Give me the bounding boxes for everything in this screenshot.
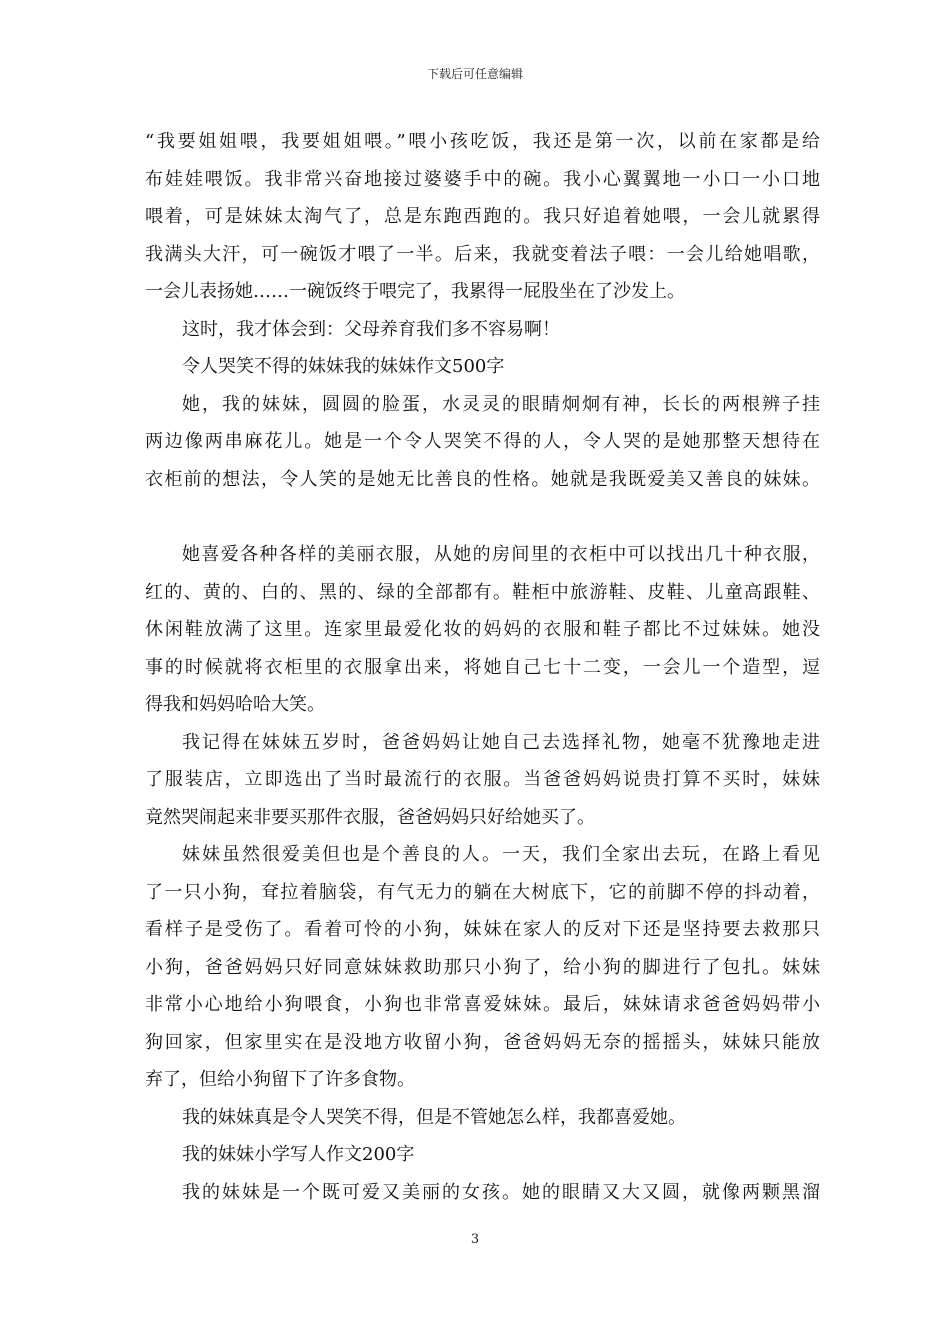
text-line: 狗回家，但家里实在是没地方收留小狗，爸爸妈妈无奈的摇摇头，妹妹只能放 bbox=[145, 1031, 820, 1053]
document-body bbox=[145, 123, 820, 1211]
text-line: 两边像两串麻花儿。她是一个令人哭笑不得的人，令人哭的是她那整天想待在 bbox=[145, 431, 820, 452]
text-line: 弃了，但给小狗留下了许多食物。 bbox=[145, 1069, 415, 1090]
text-line: 我记得在妹妹五岁时，爸爸妈妈让她自己去选择礼物，她毫不犹豫地走进 bbox=[182, 731, 820, 753]
paragraph bbox=[145, 311, 820, 349]
text-line: 非常小心地给小狗喂食，小狗也非常喜爱妹妹。最后，妹妹请求爸爸妈妈带小 bbox=[145, 994, 820, 1015]
paragraph bbox=[145, 386, 820, 499]
text-line: 事的时候就将衣柜里的衣服拿出来，将她自己七十二变，一会儿一个造型，逗 bbox=[145, 656, 820, 678]
text-line: “我要姐姐喂，我要姐姐喂。”喂小孩吃饭，我还是第一次，以前在家都是给 bbox=[145, 131, 820, 152]
paragraph bbox=[145, 724, 820, 837]
paragraph bbox=[145, 536, 820, 724]
page-header: 下载后可任意编辑 bbox=[426, 67, 523, 81]
text-line: 她喜爱各种各样的美丽衣服，从她的房间里的衣柜中可以找出几十种衣服， bbox=[182, 544, 820, 565]
text-line: 令人哭笑不得的妹妹我的妹妹作文500字 bbox=[182, 356, 505, 377]
text-line: 看样子是受伤了。看着可怜的小狗，妹妹在家人的反对下还是坚持要去救那只 bbox=[145, 919, 820, 940]
text-line: 一会儿表扬她……一碗饭终于喂完了，我累得一屁股坐在了沙发上。 bbox=[145, 281, 685, 302]
text-line: 了服装店，立即选出了当时最流行的衣服。当爸爸妈妈说贵打算不买时，妹妹 bbox=[145, 769, 820, 790]
text-line: 我的妹妹真是令人哭笑不得，但是不管她怎么样，我都喜爱她。 bbox=[182, 1106, 686, 1128]
paragraph-gap bbox=[145, 498, 820, 536]
text-line: 得我和妈妈哈哈大笑。 bbox=[145, 694, 325, 715]
text-line: 喂着，可是妹妹太淘气了，总是东跑西跑的。我只好追着她喂，一会儿就累得 bbox=[145, 206, 820, 227]
text-line: 布娃娃喂饭。我非常兴奋地接过婆婆手中的碗。我小心翼翼地一小口一小口地 bbox=[145, 168, 820, 190]
paragraph bbox=[145, 836, 820, 1099]
text-line: 红的、黄的、白的、黑的、绿的全部都有。鞋柜中旅游鞋、皮鞋、儿童高跟鞋、 bbox=[145, 581, 820, 603]
essay-title bbox=[145, 1136, 820, 1174]
text-line: 小狗，爸爸妈妈只好同意妹妹救助那只小狗了，给小狗的脚进行了包扎。妹妹 bbox=[145, 956, 820, 978]
text-line: 了一只小狗，耷拉着脑袋，有气无力的躺在大树底下，它的前脚不停的抖动着， bbox=[145, 881, 820, 903]
page-number: 3 bbox=[470, 1232, 480, 1247]
paragraph bbox=[145, 123, 820, 311]
text-line: 我的妹妹小学写人作文200字 bbox=[182, 1144, 415, 1165]
paragraph bbox=[145, 1174, 820, 1212]
text-line: 妹妹虽然很爱美但也是个善良的人。一天，我们全家出去玩，在路上看见 bbox=[182, 844, 820, 865]
text-line: 休闲鞋放满了这里。连家里最爱化妆的妈妈的衣服和鞋子都比不过妹妹。她没 bbox=[145, 619, 820, 640]
paragraph bbox=[145, 1099, 820, 1137]
text-line: 我满头大汗，可一碗饭才喂了一半。后来，我就变着法子喂：一会儿给她唱歌， bbox=[145, 243, 820, 265]
text-line: 竟然哭闹起来非要买那件衣服，爸爸妈妈只好给她买了。 bbox=[145, 806, 595, 828]
text-line: 她，我的妹妹，圆圆的脸蛋，水灵灵的眼睛炯炯有神，长长的两根辨子挂 bbox=[182, 393, 820, 415]
text-line: 衣柜前的想法，令人笑的是她无比善良的性格。她就是我既爱美又善良的妹妹。 bbox=[145, 468, 820, 490]
text-line: 我的妹妹是一个既可爱又美丽的女孩。她的眼睛又大又圆，就像两颗黑溜 bbox=[182, 1181, 820, 1203]
essay-title bbox=[145, 348, 820, 386]
text-line: 这时，我才体会到：父母养育我们多不容易啊！ bbox=[182, 318, 560, 340]
